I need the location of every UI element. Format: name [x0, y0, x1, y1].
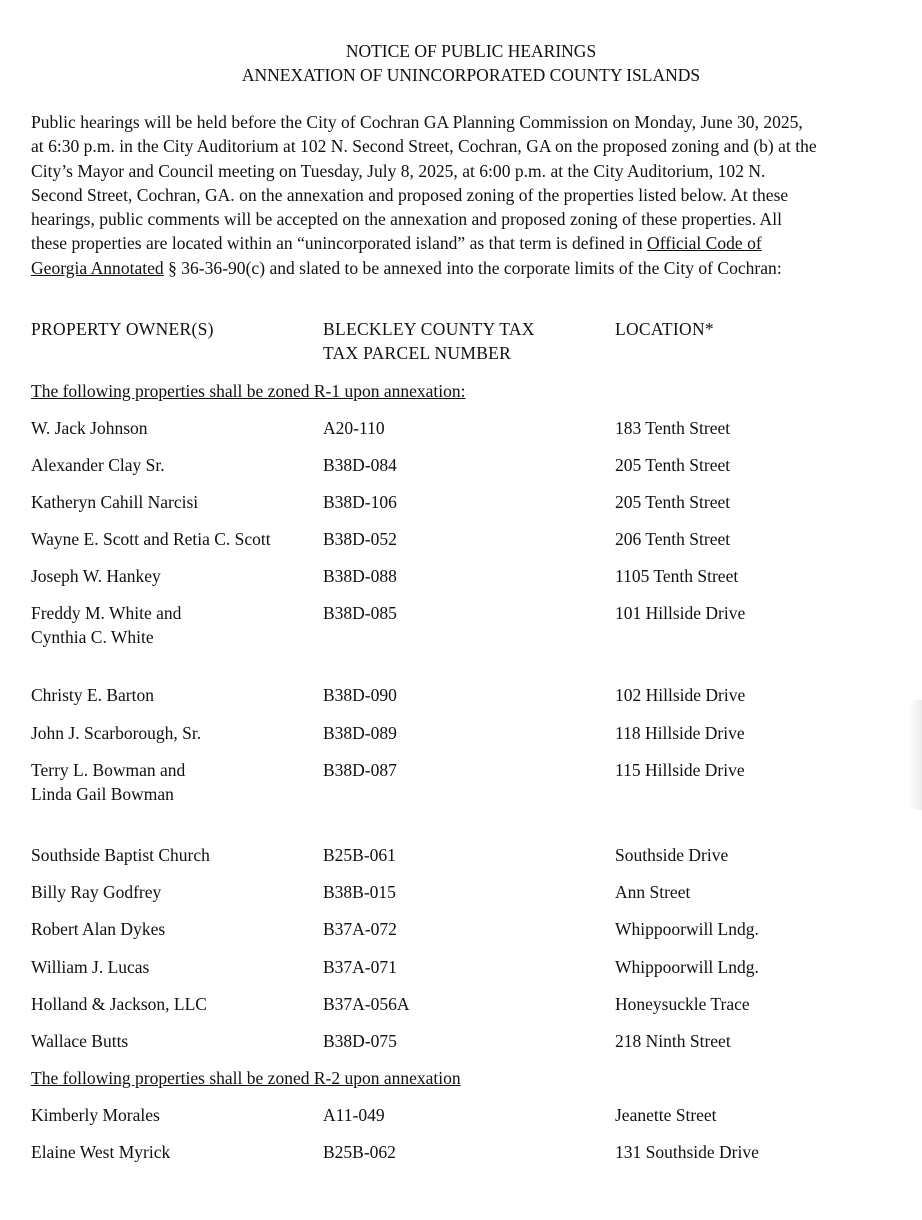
tax-parcel-number: B37A-056A — [323, 994, 410, 1014]
owner-name-line: Southside Baptist Church — [31, 845, 210, 865]
owner-name-line: Robert Alan Dykes — [31, 919, 166, 939]
property-owner — [31, 880, 161, 904]
property-owner — [31, 843, 210, 867]
intro-paragraph — [31, 110, 911, 280]
property-location: 205 Tenth Street — [615, 455, 731, 475]
column-header-parcel: BLECKLEY COUNTY TAX — [323, 319, 535, 339]
section-heading-r1: The following properties shall be zoned R-1 upon annexation: — [31, 381, 466, 401]
column-header-parcel-line2: TAX PARCEL NUMBER — [323, 343, 512, 363]
owner-name-line: Kimberly Morales — [31, 1105, 160, 1125]
property-location: Jeanette Street — [615, 1105, 717, 1125]
owner-name-line: Wayne E. Scott and Retia C. Scott — [31, 529, 271, 549]
owner-name-line: Katheryn Cahill Narcisi — [31, 492, 199, 512]
intro-text: these properties are located within an “unincorporated island” as that term is defined in — [31, 233, 648, 254]
page-edge-shadow — [908, 700, 922, 810]
tax-parcel-number: B38D-106 — [323, 492, 397, 512]
column-header-owner: PROPERTY OWNER(S) — [31, 319, 214, 339]
property-location: Whippoorwill Lndg. — [615, 919, 759, 939]
property-location: Southside Drive — [615, 845, 729, 865]
property-owner — [31, 601, 181, 649]
intro-line: Public hearings will be held before the City of Cochran GA Planning Commission on Monday, June 30, 2025, — [31, 112, 803, 132]
property-location: Ann Street — [615, 882, 691, 902]
owner-name-line: Elaine West Myrick — [31, 1142, 171, 1162]
property-location: 1105 Tenth Street — [615, 566, 739, 586]
tax-parcel-number: B25B-061 — [323, 845, 396, 865]
property-owner — [31, 564, 161, 588]
section-heading-r2: The following properties shall be zoned R-2 upon annexation — [31, 1068, 461, 1088]
tax-parcel-number: B37A-071 — [323, 957, 397, 977]
owner-name-line: Terry L. Bowman and — [31, 760, 186, 780]
property-owner — [31, 1029, 128, 1053]
column-header-location: LOCATION* — [615, 319, 714, 339]
intro-line: at 6:30 p.m. in the City Auditorium at 102 N. Second Street, Cochran, GA on the proposed zoning and (b) at the — [31, 136, 817, 157]
property-location: 101 Hillside Drive — [615, 603, 746, 623]
owner-name-line: Linda Gail Bowman — [31, 784, 174, 804]
property-location: 115 Hillside Drive — [615, 760, 745, 780]
intro-line: Second Street, Cochran, GA. on the annexation and proposed zoning of the properties listed below. At these — [31, 184, 789, 205]
tax-parcel-number: A11-049 — [323, 1105, 385, 1125]
intro-line: hearings, public comments will be accepted on the annexation and proposed zoning of these properties. All — [31, 209, 782, 230]
property-owner — [31, 527, 271, 551]
property-owner — [31, 992, 207, 1016]
intro-line — [31, 231, 911, 255]
notice-title: NOTICE OF PUBLIC HEARINGS — [345, 41, 597, 61]
owner-name-line: Wallace Butts — [31, 1031, 129, 1051]
tax-parcel-number: B37A-072 — [323, 919, 397, 939]
property-owner — [31, 490, 198, 514]
property-owner — [31, 683, 154, 707]
intro-text: § 36-36-90(c) and slated to be annexed into the corporate limits of the City of Cochran: — [163, 257, 782, 278]
owner-name-line: Cynthia C. White — [31, 627, 154, 647]
owner-name-line: Billy Ray Godfrey — [31, 882, 162, 902]
tax-parcel-number: B38D-088 — [323, 566, 397, 586]
code-reference: Official Code of — [647, 233, 762, 254]
property-owner — [31, 1103, 160, 1127]
tax-parcel-number: B38D-085 — [323, 603, 397, 623]
tax-parcel-number: B38D-075 — [323, 1031, 397, 1051]
property-owner — [31, 416, 148, 440]
owner-name-line: John J. Scarborough, Sr. — [31, 723, 202, 743]
property-owner — [31, 955, 149, 979]
owner-name-line: William J. Lucas — [31, 957, 150, 977]
tax-parcel-number: A20-110 — [323, 418, 385, 438]
owner-name-line: Joseph W. Hankey — [31, 566, 161, 586]
owner-name-line: Christy E. Barton — [31, 685, 154, 705]
owner-name-line: W. Jack Johnson — [31, 418, 148, 438]
tax-parcel-number: B38D-090 — [323, 685, 397, 705]
property-location: Whippoorwill Lndg. — [615, 957, 759, 977]
intro-line — [31, 256, 911, 280]
owner-name-line: Freddy M. White and — [31, 603, 182, 623]
tax-parcel-number: B38D-089 — [323, 723, 397, 743]
property-location: 183 Tenth Street — [615, 418, 731, 438]
property-owner — [31, 1140, 170, 1164]
property-location: Honeysuckle Trace — [615, 994, 750, 1014]
property-owner — [31, 758, 185, 806]
intro-line: City’s Mayor and Council meeting on Tuesday, July 8, 2025, at 6:00 p.m. at the City Auditorium, 102 N. — [31, 160, 766, 181]
property-location: 206 Tenth Street — [615, 529, 731, 549]
property-owner — [31, 453, 165, 477]
tax-parcel-number: B38D-087 — [323, 760, 397, 780]
tax-parcel-number: B38D-084 — [323, 455, 397, 475]
owner-name-line: Alexander Clay Sr. — [31, 455, 165, 475]
property-location: 205 Tenth Street — [615, 492, 731, 512]
tax-parcel-number: B38D-052 — [323, 529, 397, 549]
property-owner — [31, 721, 201, 745]
tax-parcel-number: B38B-015 — [323, 882, 396, 902]
property-location: 102 Hillside Drive — [615, 685, 746, 705]
property-location: 218 Ninth Street — [615, 1031, 731, 1051]
property-location: 118 Hillside Drive — [615, 723, 745, 743]
owner-name-line: Holland & Jackson, LLC — [31, 994, 207, 1014]
code-reference: Georgia Annotated — [31, 257, 164, 278]
notice-subtitle: ANNEXATION OF UNINCORPORATED COUNTY ISLANDS — [241, 65, 701, 85]
tax-parcel-number: B25B-062 — [323, 1142, 396, 1162]
property-location: 131 Southside Drive — [615, 1142, 759, 1162]
property-owner — [31, 917, 165, 941]
